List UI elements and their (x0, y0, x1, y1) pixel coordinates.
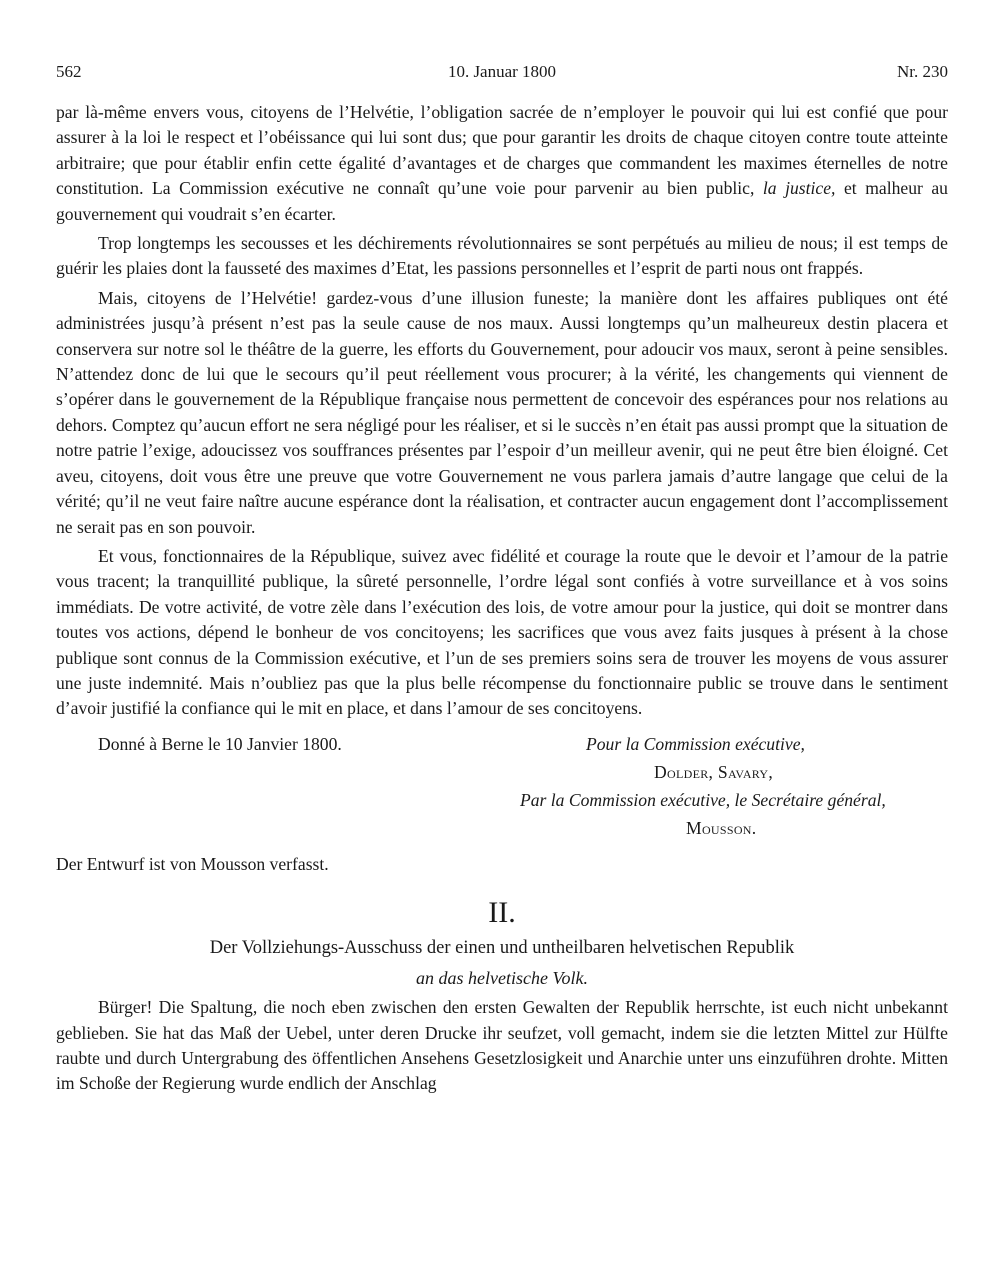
draft-note: Der Entwurf ist von Mousson verfasst. (56, 853, 329, 874)
paragraph-3: Mais, citoyens de l’Helvétie! gardez-vous d’une illusion funeste; la manière dont les affaires publiques ont été administrées jusqu’à présent n’est pas la seule cause de nos maux. Aussi longtemps qu’un malheureux destin placera et conservera sur notre sol le théâtre de la guerre, les efforts du Gouvernement, pour adoucir vos maux, seront à peine sensibles. N’attendez donc de lui que le secours qu’il peut réellement vous procurer; à la vérité, les changements qui viennent de s’opérer dans le gouvernement de la République française nous permettent de concevoir des espérances pour nos relations au dehors. Comptez qu’aucun effort ne sera négligé pour les réaliser, et si le succès n’en était pas aussi prompt que la situation de notre patrie l’exige, adoucissez vos souffrances présentes par l’espoir d’un meilleur avenir, qui ne peut être bien éloigné. Cet aveu, citoyens, doit vous être une preuve que votre Gouvernement ne vous parlera jamais d’autre langage que celui de la vérité; qu’il ne veut faire naître aucune espérance dont la réalisation, et contracter aucun engagement dont l’accomplissement ne serait pas en son pouvoir. (56, 287, 948, 537)
document-number: Nr. 230 (897, 62, 948, 81)
running-header (56, 62, 948, 86)
paragraph-1-emphasis: la justice, (762, 178, 836, 199)
secretary-name: Mousson. (686, 817, 757, 838)
signature-block (56, 732, 948, 852)
paragraph-1 (56, 100, 948, 227)
section-paragraph: Bürger! Die Spaltung, die noch eben zwischen den ersten Gewalten der Republik herrschte, ist euch nicht unbekannt geblieben. Sie hat das Maß der Uebel, unter deren Drucke ihr seufzet, voll gemacht, indem sie die letzten Mittel zur Hülfte raubte und durch Untergrabung des öffentlichen Ansehens Gesetzlosigkeit und Anarchie unter uns einzuführen drohte. Mitten im Schoße der Regierung wurde endlich der Anschlag (56, 997, 948, 1094)
section-title: Der Vollziehungs-Ausschuss der einen und untheilbaren helvetischen Republik (209, 938, 795, 959)
document-page (56, 0, 948, 1288)
section-subtitle: an das helvetische Volk. (416, 968, 588, 989)
header-date: 10. Januar 1800 (447, 62, 557, 81)
place-date: Donné à Berne le 10 Janvier 1800. (98, 733, 342, 754)
paragraph-1-text-b: et malheur au gouvernement qui voudrait s’en écarter. (56, 178, 948, 224)
paragraph-4: Et vous, fonctionnaires de la République, suivez avec fidélité et courage la route que le devoir et l’amour de la patrie vous tracent; la tranquillité publique, la sûreté personnelle, l’ordre légal sont confiés à votre surveillance et à vos soins immédiats. De votre activité, de votre zèle dans l’exécution des lois, de votre amour pour la justice, qui doit se montrer dans toutes vos actions, dépend le bonheur de vos concitoyens; les sacrifices que vous avez faits jusques à présent à la chose publique sont connus de la Commission exécutive, et l’un de ses premiers soins sera de trouver les moyens de vous assurer une juste indemnité. Mais n’oubliez pas que la plus belle récompense du fonctionnaire public se trouve dans le sentiment d’avoir justifié la confiance qui le mit en place, et dans l’amour de ses concitoyens. (56, 545, 948, 719)
page-number: 562 (56, 62, 82, 81)
secretary-line: Par la Commission exécutive, le Secrétaire général, (520, 789, 886, 810)
signatories: Dolder, Savary, (654, 761, 774, 782)
body-text (56, 100, 948, 1101)
paragraph-1-text-a: par là-même envers vous, citoyens de l’Helvétie, l’obligation sacrée de n’employer le pouvoir qui lui est confié que pour assurer à la loi le respect et l’obéissance qui lui sont dus; que pour garantir les droits de chaque citoyen contre toute atteinte arbitraire; que pour établir enfin cette égalité d’avantages et de charges que commandent les maximes éternelles de notre constitution. La Commission exécutive ne connaît qu’une voie pour parvenir au bien public, (56, 102, 948, 199)
paragraph-2: Trop longtemps les secousses et les déchirements révolutionnaires se sont perpétués au milieu de nous; il est temps de guérir les plaies dont la fausseté des maximes d’Etat, les passions personnelles et l’esprit de parti nous ont frappés. (56, 233, 948, 279)
section-number: II. (488, 896, 516, 930)
for-commission: Pour la Commission exécutive, (586, 733, 805, 754)
